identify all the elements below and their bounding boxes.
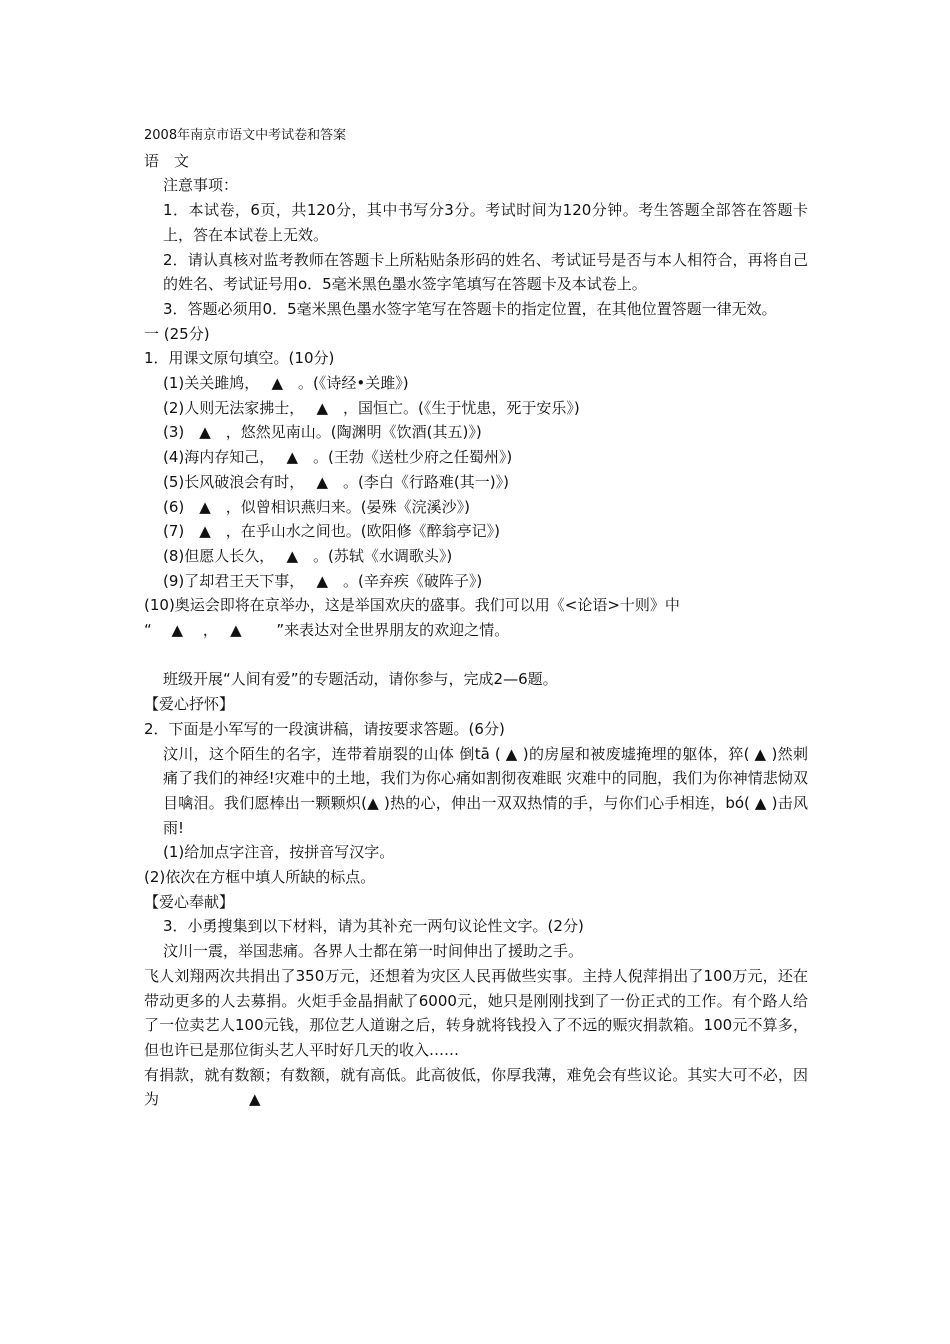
material-paragraph: 飞人刘翔两次共捐出了350万元，还想着为灾区人民再做些实事。主持人倪萍捐出了100万元，还在带动更多的人去募捐。火炬手金晶捐献了6000元，她只是刚刚找到了一份正式的工作。有个路人给了一位卖艺人100元钱，那位艺人道谢之后，转身就将钱投入了不远的赈灾捐款箱。100元不算多，但也许已是那位街头艺人平时好几天的收入…… xyxy=(144,966,808,1059)
notice-heading: 注意事项： xyxy=(163,176,239,195)
notice-item: 1．本试卷，6页，共120分，其中书写分3分。考试时间为120分钟。考生答题全部答在答题卡上，答在本试卷上无效。 xyxy=(163,201,808,244)
spacer xyxy=(144,643,808,668)
document-title: 2008年南京市语文中考试卷和答案 xyxy=(144,128,347,143)
material-line: 汶川一震，举国悲痛。各界人士都在第一时间伸出了援助之手。 xyxy=(163,942,584,961)
part-heading: 【爱心奉献】 xyxy=(144,892,235,911)
fill-blank-item: (3) ▲ ，悠然见南山。(陶渊明《饮酒(其五)》) xyxy=(163,423,482,442)
question-stem: 2．下面是小军写的一段演讲稿，请按要求答题。(6分) xyxy=(144,719,505,738)
notice-item: 2．请认真核对监考教师在答题卡上所粘贴条形码的姓名、考试证号是否与本人相符合，再将自己的姓名、考试证号用o．5毫米黑色墨水签字笔填写在答题卡及本试卷上。 xyxy=(163,250,808,294)
fill-blank-item: (9)了却君王天下事， ▲ 。(辛弃疾《破阵子》) xyxy=(163,571,483,590)
fill-blank-item: (6) ▲ ，似曾相识燕归来。(晏殊《浣溪沙》) xyxy=(163,497,470,516)
notice-item: 3．答题必须用0．5毫米黑色墨水签字笔写在答题卡的指定位置，在其他位置答题一律无效。 xyxy=(163,299,777,318)
question-stem: 3．小勇搜集到以下材料，请为其补充一两句议论性文字。(2分) xyxy=(163,917,584,936)
fill-blank-item: (4)海内存知己， ▲ 。(王勃《送杜少府之任蜀州》) xyxy=(163,448,513,467)
sub-question: (2)依次在方框中填人所缺的标点。 xyxy=(144,868,376,887)
question-stem: 1．用课文原句填空。(10分) xyxy=(144,349,335,368)
document-page xyxy=(144,124,808,1112)
fill-blank-item: (2)人则无法家拂士， ▲ ，国恒亡。(《生于忧患，死于安乐》) xyxy=(163,398,580,417)
fill-blank-item: (1)关关雎鸠， ▲ 。(《诗经•关雎》) xyxy=(163,374,409,393)
fill-blank-item: (5)长风破浪会有时， ▲ 。(李白《行路难(其一)》) xyxy=(163,472,509,491)
part-heading: 【爱心抒怀】 xyxy=(144,695,235,714)
fill-blank-item: (7) ▲ ，在乎山水之间也。(欧阳修《醉翁亭记》) xyxy=(163,522,500,541)
material-paragraph: 有捐款，就有数额；有数额，就有高低。此高彼低，你厚我薄，难免会有些议论。其实大可不必，因为 ▲ xyxy=(144,1065,808,1109)
speech-passage: 汶川，这个陌生的名字，连带着崩裂的山体 倒tā ( ▲ )的房屋和被废墟掩埋的躯体，猝( ▲ )然刺痛了我们的神经!灾难中的土地，我们为你心痛如割彻夜难眠 灾难中的同胞，我们为你神情悲恸双目噙泪。我们愿棒出一颗颗炽(▲ )热的心，伸出一双双热情的手，与你们心手相连，bó( ▲ )击风雨! xyxy=(163,744,808,837)
activity-intro: 班级开展“人间有爱”的专题活动，请你参与，完成2—6题。 xyxy=(163,670,558,689)
subject-label: 语 文 xyxy=(144,151,190,170)
fill-blank-item: “ ▲ ， ▲ ”来表达对全世界朋友的欢迎之情。 xyxy=(144,621,510,640)
fill-blank-item: (8)但愿人长久， ▲ 。(苏轼《水调歌头》) xyxy=(163,546,453,565)
section-heading: 一 (25分) xyxy=(144,324,210,343)
sub-question: (1)给加点字注音，按拼音写汉字。 xyxy=(163,843,395,862)
fill-blank-item: (10)奥运会即将在京举办，这是举国欢庆的盛事。我们可以用《<论语>十则》中 xyxy=(144,596,680,615)
